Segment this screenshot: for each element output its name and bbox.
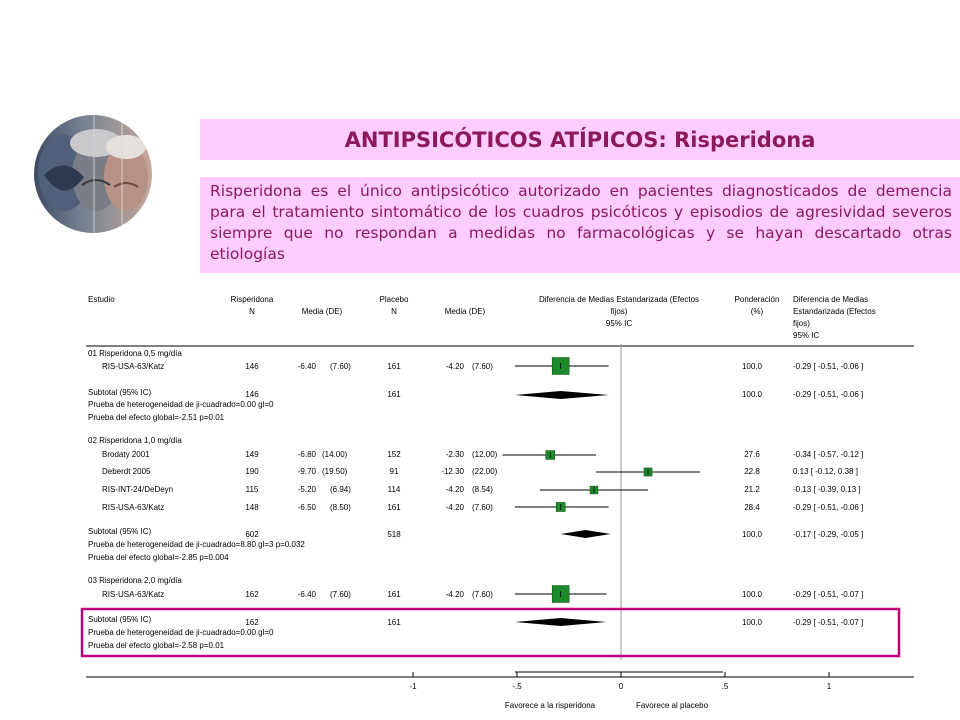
subtotal-label: Subtotal (95% IC) — [88, 615, 152, 624]
subtotal-result: -0.29 [ -0.51, -0.06 ] — [793, 390, 864, 399]
subtotal-diamond — [561, 530, 611, 538]
table-row — [102, 362, 863, 371]
subtotal-n-placebo: 161 — [387, 390, 401, 399]
mean-placebo: -4.20 — [445, 362, 464, 371]
weight: 21.2 — [744, 485, 760, 494]
x-axis-tick-label: -.5 — [512, 682, 522, 691]
group-2 — [88, 436, 863, 562]
overall-effect-test: Prueba del efecto global=-2.85 p=0.004 — [88, 553, 229, 562]
subtotal-result: -0.17 [ -0.29, -0.05 ] — [793, 530, 864, 539]
result-ci: -0.34 [ -0.57, -0.12 ] — [793, 450, 864, 459]
header-risperidona-n: N — [249, 307, 255, 316]
header-media-placebo: Media (DE) — [444, 307, 486, 316]
group-label: 01 Risperidona 0,5 mg/día — [88, 349, 182, 358]
mean-placebo: -4.20 — [445, 590, 464, 599]
header-diferencia-2: fijos) — [610, 307, 628, 316]
header-resultado-2: Estandarizada (Efectos — [793, 307, 876, 316]
subtotal-row — [88, 615, 863, 627]
subtotal-row — [88, 527, 863, 539]
weight: 28.4 — [744, 503, 760, 512]
subtotal-weight: 100.0 — [741, 390, 763, 399]
sd-risperidona: (19.50) — [322, 467, 348, 476]
subtotal-n-placebo: 161 — [387, 618, 401, 627]
n-placebo: 91 — [389, 467, 399, 476]
n-placebo: 161 — [387, 362, 401, 371]
result-ci: -0.29 [ -0.51, -0.06 ] — [793, 503, 864, 512]
study-name: Brodaty 2001 — [102, 450, 150, 459]
subtotal-n-risperidona: 162 — [245, 618, 259, 627]
mean-risperidona: -6.40 — [297, 362, 316, 371]
subtotal-weight: 100.0 — [741, 530, 763, 539]
weight: 100.0 — [741, 590, 763, 599]
group-label: 03 Risperidona 2,0 mg/día — [88, 576, 182, 585]
description-text: Risperidona es el único antipsicótico autorizado en pacientes diagnosticados de demencia para el tratamiento sintomático de los cuadros psicóticos y episodios de agresividad severos siempre que no respondan a medidas no farmacológicas y se hayan descartado otras etiologías — [210, 182, 952, 263]
header-diferencia-3: 95% IC — [605, 319, 633, 328]
table-row — [102, 590, 863, 599]
x-axis-tick-label: -1 — [409, 682, 417, 691]
overall-effect-test: Prueba del efecto global=-2.58 p=0.01 — [88, 641, 225, 650]
study-name: RIS-USA-63/Katz — [102, 590, 165, 599]
heterogeneity-test: Prueba de heterogeneidad de ji-cuadrado=8.80 gl=3 p=0.032 — [88, 540, 305, 549]
forest-marks — [502, 358, 700, 627]
sd-risperidona: (7.60) — [330, 590, 351, 599]
header-resultado-3: fijos) — [793, 319, 810, 328]
n-risperidona: 149 — [245, 450, 259, 459]
group-label: 02 Risperidona 1,0 mg/día — [88, 436, 182, 445]
table-row — [102, 450, 863, 459]
weight: 100.0 — [741, 362, 763, 371]
result-ci: -0.29 [ -0.51, -0.06 ] — [793, 362, 864, 371]
group-1 — [88, 349, 863, 422]
x-axis-tick-label: .5 — [721, 682, 729, 691]
sd-placebo: (7.60) — [472, 590, 493, 599]
table-row — [102, 467, 858, 476]
mean-risperidona: -6.80 — [297, 450, 316, 459]
sd-placebo: (22.00) — [472, 467, 498, 476]
header-resultado-4: 95% IC — [793, 331, 820, 340]
sd-risperidona: (6.94) — [330, 485, 351, 494]
page-title: ANTIPSICÓTICOS ATÍPICOS: Risperidona — [344, 127, 816, 152]
header-ponderacion: Ponderación — [734, 295, 780, 304]
favours-placebo-label: Favorece al placebo — [635, 701, 709, 710]
n-risperidona: 148 — [245, 503, 259, 512]
mean-placebo: -2.30 — [445, 450, 464, 459]
header-resultado-1: Diferencia de Medias — [793, 295, 869, 304]
study-name: Deberdt 2005 — [102, 467, 151, 476]
overall-effect-test: Prueba del efecto global=-2.51 p=0.01 — [88, 413, 225, 422]
sd-placebo: (7.60) — [472, 362, 493, 371]
favours-risperidone-label: Favorece a la risperidona — [504, 701, 596, 710]
header-placebo-n: N — [391, 307, 397, 316]
study-name: RIS-USA-63/Katz — [102, 503, 165, 512]
mean-risperidona: -6.40 — [297, 590, 316, 599]
mean-risperidona: -6.50 — [297, 503, 316, 512]
x-axis-tick-label: 0 — [618, 682, 624, 691]
n-risperidona: 146 — [245, 362, 259, 371]
subtotal-label: Subtotal (95% IC) — [88, 388, 152, 397]
subtotal-result: -0.29 [ -0.51, -0.07 ] — [793, 618, 864, 627]
x-axis-tick-label: 1 — [826, 682, 832, 691]
sd-risperidona: (7.60) — [330, 362, 351, 371]
n-risperidona: 162 — [245, 590, 259, 599]
mean-placebo: -4.20 — [445, 485, 464, 494]
subtotal-n-placebo: 518 — [387, 530, 401, 539]
subtotal-row — [88, 388, 863, 399]
subtotal-diamond — [515, 618, 607, 626]
sd-risperidona: (14.00) — [322, 450, 348, 459]
header-ponderacion-pct: (%) — [750, 307, 764, 316]
sd-risperidona: (8.50) — [330, 503, 351, 512]
table-row — [102, 503, 863, 512]
header-placebo: Placebo — [379, 295, 409, 304]
result-ci: 0.13 [ -0.12, 0.38 ] — [793, 467, 858, 476]
table-header — [88, 295, 876, 340]
subtotal-label: Subtotal (95% IC) — [88, 527, 152, 536]
subtotal-n-risperidona: 146 — [245, 390, 259, 399]
subtotal-diamond — [515, 391, 609, 399]
weight: 22.8 — [744, 467, 760, 476]
n-risperidona: 190 — [245, 467, 259, 476]
sd-placebo: (12.00) — [472, 450, 498, 459]
n-placebo: 114 — [387, 485, 401, 494]
subtotal-weight: 100.0 — [741, 618, 763, 627]
table-row — [102, 485, 861, 494]
mean-placebo: -4.20 — [445, 503, 464, 512]
mean-risperidona: -5.20 — [297, 485, 316, 494]
n-risperidona: 115 — [245, 485, 259, 494]
heterogeneity-test: Prueba de heterogeneidad de ji-cuadrado=0.00 gl=0 — [88, 628, 274, 637]
mean-placebo: -12.30 — [441, 467, 464, 476]
n-placebo: 161 — [387, 590, 401, 599]
heterogeneity-test: Prueba de heterogeneidad de ji-cuadrado=0.00 gl=0 — [88, 400, 274, 409]
n-placebo: 161 — [387, 503, 401, 512]
header-media-risperidona: Media (DE) — [301, 307, 343, 316]
weight: 27.6 — [744, 450, 760, 459]
x-axis-ticks — [409, 672, 831, 691]
sd-placebo: (7.60) — [472, 503, 493, 512]
result-ci: -0.29 [ -0.51, -0.07 ] — [793, 590, 864, 599]
n-placebo: 152 — [387, 450, 401, 459]
group-3 — [88, 576, 863, 650]
header-diferencia-1: Diferencia de Medias Estandarizada (Efectos — [538, 295, 700, 304]
header-risperidona: Risperidona — [230, 295, 274, 304]
sd-placebo: (8.54) — [472, 485, 493, 494]
result-ci: -0.13 [ -0.39, 0.13 ] — [793, 485, 861, 494]
mean-risperidona: -9.70 — [297, 467, 316, 476]
header-estudio: Estudio — [88, 295, 115, 304]
study-name: RIS-INT-24/DeDeyn — [102, 485, 174, 494]
subtotal-n-risperidona: 602 — [245, 530, 259, 539]
study-name: RIS-USA-63/Katz — [102, 362, 165, 371]
